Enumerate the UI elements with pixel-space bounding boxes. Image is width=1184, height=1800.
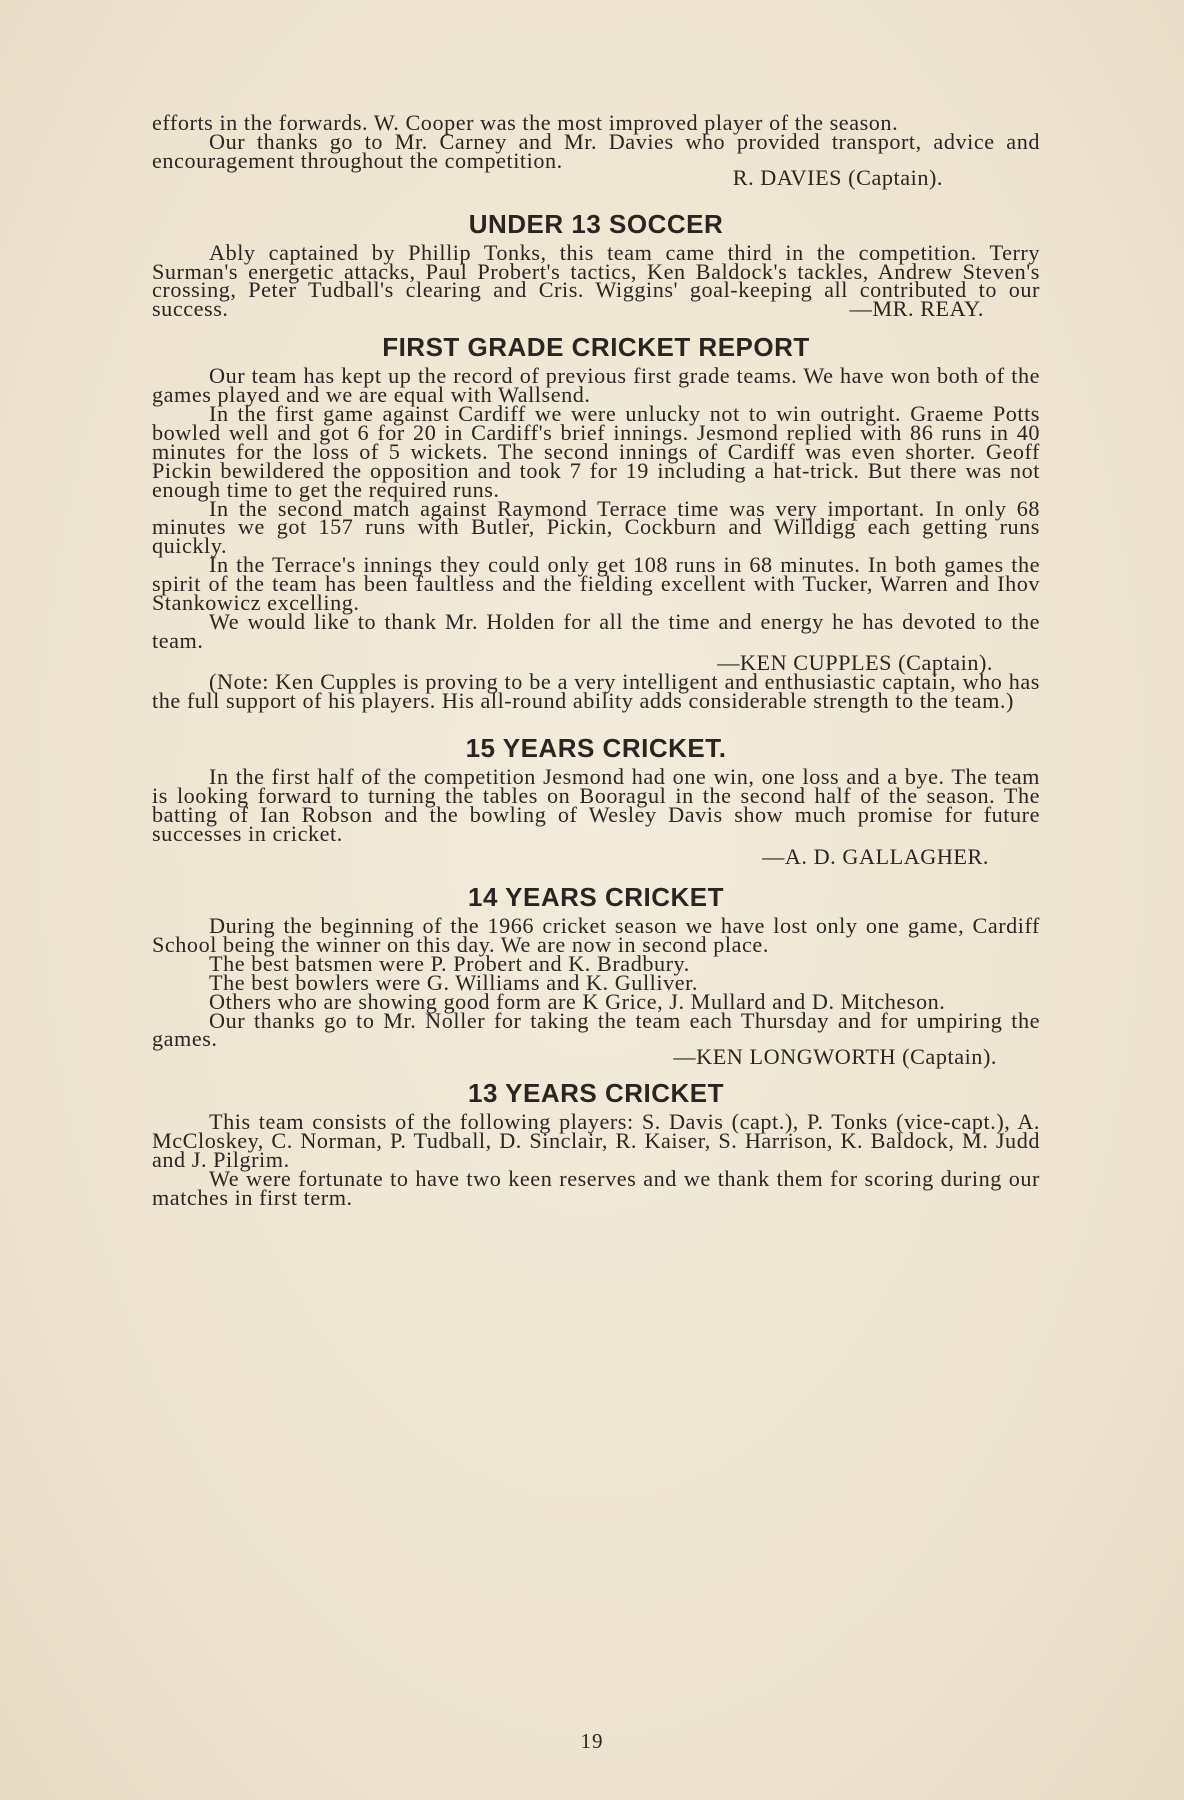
signature: —A. D. GALLAGHER.	[762, 844, 989, 870]
paragraph: We would like to thank Mr. Holden for all the time and energy he has devoted to the team.	[152, 608, 1040, 653]
signature: R. DAVIES (Captain).	[732, 164, 943, 190]
paragraph: The best bowlers were G. Williams and K. Gulliver.	[209, 969, 698, 995]
paragraph: Others who are showing good form are K Grice, J. Mullard and D. Mitcheson.	[209, 988, 946, 1014]
section-heading: 13 YEARS CRICKET	[467, 1078, 725, 1109]
page-number: 19	[580, 1729, 604, 1753]
section-heading: 14 YEARS CRICKET	[467, 882, 725, 912]
signature: —MR. REAY.	[849, 296, 984, 322]
section-heading: UNDER 13 SOCCER	[468, 208, 724, 239]
paragraph: efforts in the forwards. W. Cooper was the most improved player of the season.	[152, 110, 899, 135]
paragraph: Ably captained by Phillip Tonks, this team came third in the competition. Terry Surman's energetic attacks, Paul Probert's tactics, Ken Baldock's tackles, Andrew Steven's crossing, Peter Tudball's clearing and Cris. Wiggins' goal-keeping all contributed to our success.	[152, 239, 1040, 322]
article-body	[152, 110, 1040, 1210]
paragraph: In the first game against Cardiff we were unlucky not to win outright. Graeme Potts bowled well and got 6 for 20 in Cardiff's brief innings. Jesmond replied with 86 runs in 40 minutes for the loss of 5 wickets. The second innings of Cardiff was even shorter. Geoff Pickin bewildered the opposition and took 7 for 19 including a hat-trick. But there was not enough time to get the required runs.	[152, 400, 1040, 502]
paragraph: Our team has kept up the record of previous first grade teams. We have won both of the games played and we are equal with Wallsend.	[152, 363, 1040, 408]
paragraph: Our thanks go to Mr. Carney and Mr. Davies who provided transport, advice and encouragement throughout the competition.	[152, 128, 1040, 173]
section-heading: FIRST GRADE CRICKET REPORT	[382, 332, 810, 363]
paragraph: Our thanks go to Mr. Noller for taking the team each Thursday and for umpiring the games.	[152, 1007, 1040, 1052]
paragraph: In the first half of the competition Jesmond had one win, one loss and a bye. The team is looking forward to turning the tables on Booragul in the second half of the season. The batting of Ian Robson and the bowling of Wesley Davis show much promise for future successes in cricket.	[152, 764, 1040, 847]
signature: —KEN LONGWORTH (Captain).	[673, 1044, 997, 1070]
paragraph: This team consists of the following players: S. Davis (capt.), P. Tonks (vice-capt.), A. McCloskey, C. Norman, P. Tudball, D. Sinclair, R. Kaiser, S. Harrison, K. Baldock, M. Judd and J. Pilgrim.	[152, 1109, 1040, 1173]
paragraph: During the beginning of the 1966 cricket season we have lost only one game, Cardiff School being the winner on this day. We are now in second place.	[152, 913, 1040, 957]
paragraph: We were fortunate to have two keen reserves and we thank them for scoring during our matches in first term.	[152, 1165, 1040, 1210]
editor-note: (Note: Ken Cupples is proving to be a very intelligent and enthusiastic captain, who has the full support of his players. His all-round ability adds considerable strength to the team.)	[152, 668, 1040, 713]
section-heading: 15 YEARS CRICKET.	[465, 733, 727, 764]
paragraph: The best batsmen were P. Probert and K. Bradbury.	[209, 950, 690, 976]
paragraph: In the Terrace's innings they could only get 108 runs in 68 minutes. In both games the spirit of the team has been faultless and the fielding excellent with Tucker, Warren and Ihov Stankowicz excelling.	[152, 552, 1040, 616]
signature: —KEN CUPPLES (Captain).	[717, 649, 993, 675]
paragraph: In the second match against Raymond Terrace time was very important. In only 68 minutes we got 157 runs with Butler, Pickin, Cockburn and Willdigg each getting runs quickly.	[152, 495, 1040, 559]
